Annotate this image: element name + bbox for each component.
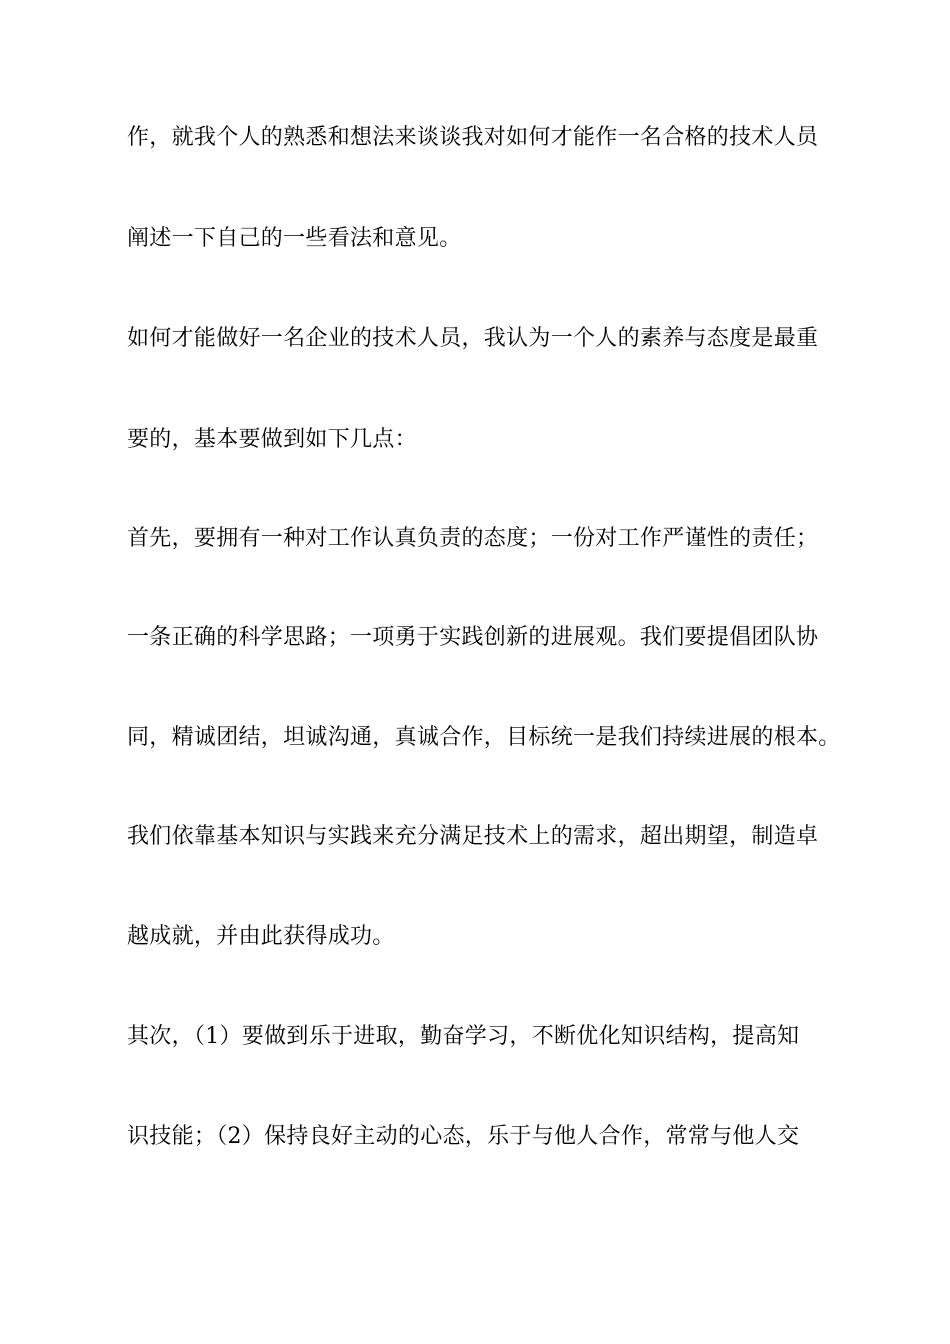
text-line-9: 越成就，并由此获得成功。: [127, 924, 395, 949]
text-line-3: 如何才能做好一名企业的技术人员，我认为一个人的素养与态度是最重: [127, 326, 819, 351]
text-line-11: 识技能；（2）保持良好主动的心态，乐于与他人合作，常常与他人交: [127, 1124, 800, 1149]
text-line-7: 同，精诚团结，坦诚沟通，真诚合作，目标统一是我们持续进展的根本。: [127, 725, 841, 750]
text-line-1: 作，就我个人的熟悉和想法来谈谈我对如何才能作一名合格的技术人员: [127, 125, 819, 150]
text-line-8: 我们依靠基本知识与实践来充分满足技术上的需求，超出期望，制造卓: [127, 824, 819, 849]
text-line-4: 要的，基本要做到如下几点：: [127, 427, 417, 452]
text-line-10: 其次，（1）要做到乐于进取，勤奋学习，不断优化知识结构，提高知: [127, 1024, 800, 1049]
text-line-5: 首先，要拥有一种对工作认真负责的态度；一份对工作严谨性的责任；: [127, 526, 819, 551]
text-line-6: 一条正确的科学思路；一项勇于实践创新的进展观。我们要提倡团队协: [127, 625, 819, 650]
text-line-2: 阐述一下自己的一些看法和意见。: [127, 226, 462, 251]
